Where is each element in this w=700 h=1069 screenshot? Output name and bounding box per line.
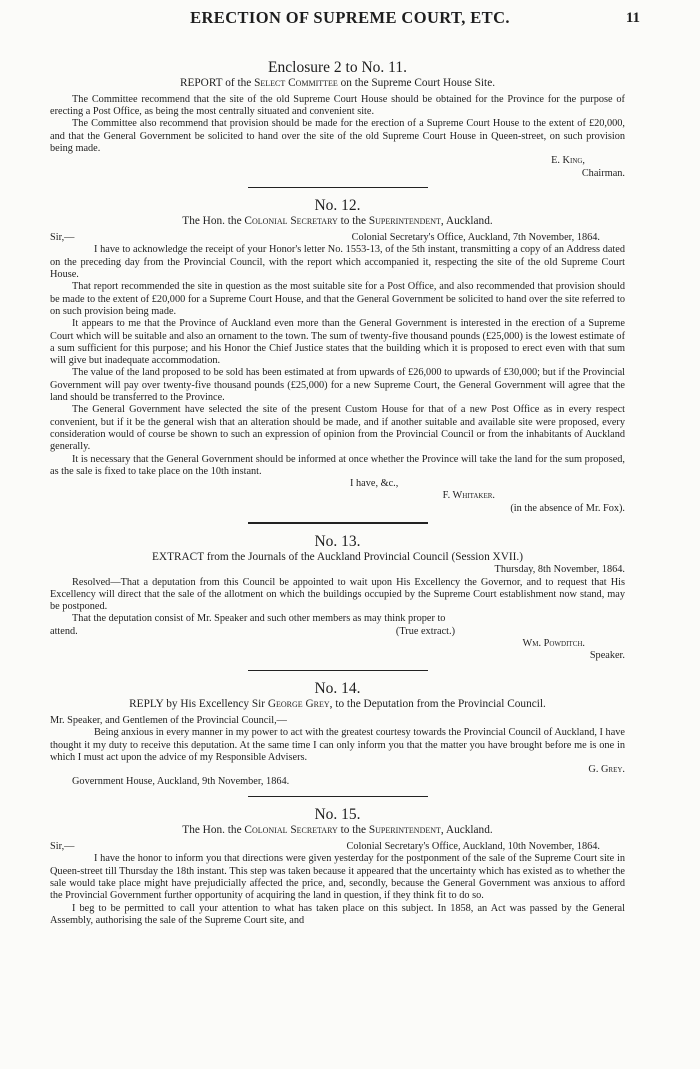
signature-text: E. King,: [551, 155, 585, 167]
section-subheading: [50, 77, 625, 91]
signature-note: (in the absence of Mr. Fox).: [510, 502, 625, 514]
signature-text: G. Grey.: [588, 764, 625, 776]
section-divider: [248, 796, 428, 798]
signature-title: Speaker.: [589, 650, 625, 662]
paragraph: I beg to be permitted to call your attention to what has taken place on this subject. In 1858, an Act was passed by the General Assembly, authorising the sale of the Supreme Court site, and: [50, 902, 625, 926]
section-heading: No. 12.: [314, 197, 361, 215]
section-subheading: [50, 215, 625, 229]
section-subheading: [50, 824, 625, 838]
paragraph: Resolved—That a deputation from this Council be appointed to wait upon His Excellency the Governor, and to request that His Excellency will direct that the sale of the allotment on which the buildings occupied by the Supreme Court establishment now stand, may be postponed.: [50, 576, 625, 613]
paragraph: I have to acknowledge the receipt of your Honor's letter No. 1553-13, of the 5th instant, transmitting a copy of an Address dated on the preceding day from the Provincial Council, with the report which accompanied it, respecting the site of the old Supreme Court House.: [50, 244, 625, 281]
paragraph: I have the honor to inform you that directions were given yesterday for the postponment of the sale of the Supreme Court site in Queen-street till Thursday the 18th instant. This step was taken because it appeared that the uncertainty which has existed as to whether the sale would take place might have prejudicially affected the price, and, secondly, because the General Government was anxious to afford the Provincial Government further opportunity of acquiring the land in question, if they think fit to do so.: [50, 853, 625, 902]
subheading-smallcaps: Superintendent: [368, 215, 441, 228]
subheading-text: The Hon. the: [182, 824, 242, 837]
paragraph-end: attend.: [50, 625, 78, 637]
place-date-line: Government House, Auckland, 9th November, 1864.: [72, 776, 290, 788]
section-heading: No. 14.: [314, 680, 361, 698]
subheading-text: to the: [340, 824, 367, 837]
page-body: [50, 58, 625, 927]
section-divider: [248, 522, 428, 524]
signature-name: [50, 155, 625, 167]
paragraph: The Committee also recommend that provision should be made for the erection of a Supreme Court House to the extent of £20,000, and that the General Government be solicited to hand over the site of the old Supreme Court House in Queen-street, on such provision being made.: [50, 118, 625, 154]
true-extract-note: (True extract.): [395, 625, 455, 637]
salutation: Sir,—: [50, 232, 75, 244]
subheading-smallcaps: Select Committee: [254, 77, 338, 89]
subheading-text: REPLY by His Excellency Sir: [129, 698, 266, 711]
section-heading: No. 15.: [314, 806, 361, 824]
subheading-text: REPORT of the: [179, 77, 252, 89]
extract-date: Thursday, 8th November, 1864.: [494, 564, 625, 576]
paragraph: It is necessary that the General Government should be informed at once whether the Province will take the land for the sum proposed, as the sale is fixed to take place on the 10th instant.: [50, 453, 625, 477]
section-heading: Enclosure 2 to No. 11.: [268, 59, 407, 76]
extract-close-line: [50, 626, 625, 638]
subheading-smallcaps: Superintendent: [368, 824, 441, 837]
enclosure-2-section: [50, 58, 625, 180]
salutation-line: [50, 841, 625, 853]
subheading-text: to the: [340, 215, 367, 228]
paragraph: That report recommended the site in question as the most suitable site for a Post Office, and also recommended that provision should be made to the extent of £20,000 for a Supreme Court House, and that the General Government be solicited to hand over the site referred to on such provision being made.: [50, 281, 626, 317]
paragraph: That the deputation consist of Mr. Speaker and such other members as may think proper to: [72, 613, 446, 625]
signature-name: [50, 490, 625, 502]
subheading-text: , to the Deputation from the Provincial Council.: [329, 698, 546, 711]
letter-no-12-section: [50, 196, 625, 515]
signature-title: Chairman.: [581, 167, 625, 179]
paragraph: The General Government have selected the site of the present Custom House for that of a new Post Office as in every respect convenient, but if it be the general wish that an alteration should be made, and if another suitable and available site were proposed, every consideration would of course be shown to such an expression of opinion from the Provincial Council or from the inhabitants of Auckland generally.: [50, 404, 625, 453]
paragraph: It appears to me that the Province of Auckland even more than the General Government is interested in the erection of a Supreme Court which will be suitable and also an ornament to the town. The sum of twenty-five thousand pounds (£25,000) is the lowest estimate of a sum sufficient for this purpose; and his Honor the Chief Justice states that the building which it is proposed to erect even with that sum will give but inadequate accommodation.: [50, 318, 625, 367]
subheading-text: The Hon. the: [182, 215, 242, 228]
signature-name: [50, 764, 625, 776]
signature-text: F. Whitaker.: [442, 490, 495, 502]
closing: I have, &c.,: [350, 478, 399, 490]
section-heading: No. 13.: [314, 532, 361, 550]
salutation: Sir,—: [50, 841, 75, 853]
subheading-smallcaps: Colonial Secretary: [244, 215, 338, 228]
paragraph: Being anxious in every manner in my power to act with the greatest courtesy towards the Provincial Council of Auckland, I have thought it my duty to receive this deputation. At the same time I can only inform you that the matter you have brought before me is one in which I must act upon the advice of my Responsible Advisers.: [50, 727, 625, 763]
subheading-smallcaps: Colonial Secretary: [244, 824, 338, 837]
section-subheading: EXTRACT from the Journals of the Auckland Provincial Council (Session XVII.): [152, 550, 523, 563]
section-divider: [248, 187, 428, 189]
section-divider: [248, 670, 428, 672]
dateline: Colonial Secretary's Office, Auckland, 7th November, 1864.: [351, 232, 600, 244]
signature-name: [50, 638, 625, 650]
salutation: Mr. Speaker, and Gentlemen of the Provincial Council,—: [50, 714, 287, 726]
running-title: ERECTION OF SUPREME COURT, ETC.: [190, 8, 510, 27]
paragraph: The Committee recommend that the site of the old Supreme Court House should be obtained for the Province for the purpose of erecting a Post Office, as being the most centrally situated and convenient site.: [50, 93, 625, 118]
subheading-smallcaps: George Grey: [267, 698, 330, 711]
subheading-text: , Auckland.: [440, 824, 493, 837]
salutation-line: [50, 232, 625, 244]
page-header: [0, 8, 700, 34]
paragraph: The value of the land proposed to be sold has been estimated at from upwards of £26,000 to upwards of £30,000; but if the Provincial Government will pay over twenty-five thousand pounds (£25,000) for a new Supreme Court, the General Government will agree that the land should be transferred to the Province.: [50, 367, 625, 404]
page-number: 11: [625, 10, 640, 26]
letter-no-15-section: [50, 805, 625, 927]
extract-no-13-section: [50, 532, 625, 663]
section-subheading: [50, 698, 625, 712]
dateline: Colonial Secretary's Office, Auckland, 10th November, 1864.: [346, 841, 600, 853]
reply-no-14-section: [50, 679, 625, 789]
subheading-text: , Auckland.: [440, 215, 493, 228]
subheading-text: on the Supreme Court House Site.: [340, 77, 496, 89]
signature-text: Wm. Powditch.: [522, 638, 585, 650]
